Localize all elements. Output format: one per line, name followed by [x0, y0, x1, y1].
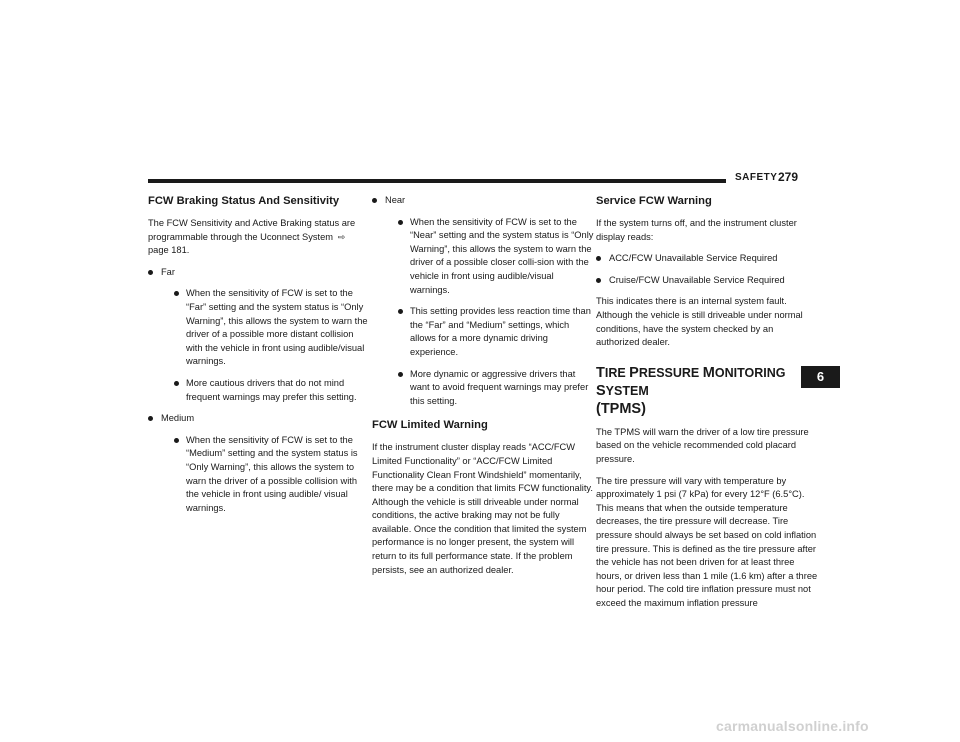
watermark: carmanualsonline.info: [716, 718, 869, 734]
list-item-medium: [148, 412, 370, 515]
sensitivity-list: [148, 266, 370, 516]
fcw-limited-text: If the instrument cluster display reads “ACC/FCW Limited Functionality” or “ACC/FCW Limited Functionality Clean Front Windshield” momentarily, there may be a condition that limits FCW functionality. Although the vehicle is still driveable under normal conditions, the active braking may not be fully available. Once the condition that limited the system performance is no longer present, the system will return to its full performance state. If the problem persists, see an authorized dealer.: [372, 442, 593, 575]
sublist-far: [161, 287, 370, 404]
intro-text: The FCW Sensitivity and Active Braking status are programmable through the Uconnect System: [148, 218, 356, 242]
page-number: 279: [778, 170, 799, 184]
page-reference-arrow-icon: ⇨: [337, 231, 346, 242]
header-section-title: SAFETY: [735, 172, 778, 183]
list-item: When the sensitivity of FCW is set to the “Medium” setting and the system status is “Only Warning”, this allows the system to warn the driver of a possible collision with the vehicle in front using audible/ visual warnings.: [174, 434, 370, 516]
list-item: More dynamic or aggressive drivers that want to avoid frequent warnings may prefer this setting.: [398, 368, 594, 409]
sublist-near: [385, 216, 594, 409]
section-heading-service-fcw: Service FCW Warning: [596, 195, 712, 207]
tpms-paragraph-1: The TPMS will warn the driver of a low tire pressure based on the vehicle recommended cold placard pressure.: [596, 426, 809, 464]
fcw-braking-intro: [148, 217, 370, 258]
section-heading-fcw-limited: FCW Limited Warning: [372, 419, 488, 432]
sensitivity-list-continued: [372, 194, 594, 408]
list-item-label: Near: [385, 195, 406, 205]
tpms-paragraph-2: The tire pressure will vary with temperature by approximately 1 psi (7 kPa) for every 12°F (6.5°C). This means that when the outside temperature decreases, the tire pressure will decrease. Tire pressure should always be set based on cold inflation tire pressure. This is defined as the tire pressure after the vehicle has not been driven for at least three hours, or driven less than 1 mile (1.6 km) after a three hour period. The cold tire inflation pressure must not exceed the maximum inflation pressure: [596, 475, 818, 608]
section-heading-fcw-braking: FCW Braking Status And Sensitivity: [148, 195, 340, 207]
column-3: [596, 194, 818, 618]
list-item: More cautious drivers that do not mind frequent warnings may prefer this setting.: [174, 377, 370, 404]
list-item: This setting provides less reaction time than the “Far” and “Medium” settings, which allows for a more dynamic driving experience.: [398, 305, 594, 359]
column-2: [372, 194, 594, 585]
list-item-near: [372, 194, 594, 408]
sublist-medium: [161, 434, 370, 516]
list-item: When the sensitivity of FCW is set to the “Far” setting and the system status is “Only Warning”, this allows the system to warn the driver of a possible more distant collision with the vehicle in front using audible/visual warnings.: [174, 287, 370, 369]
list-item-label: Medium: [161, 413, 195, 424]
service-fcw-intro: If the system turns off, and the instrument cluster display reads:: [596, 218, 797, 242]
list-item: ACC/FCW Unavailable Service Required: [596, 252, 818, 266]
section-heading-tpms: TIRE PRESSURE MONITORING SYSTEM (TPMS): [596, 364, 786, 417]
service-fcw-text: This indicates there is an internal system fault. Although the vehicle is still driveable under normal conditions, have the system checked by an authorized dealer.: [596, 296, 803, 348]
chapter-tab: 6: [801, 366, 840, 388]
list-item: When the sensitivity of FCW is set to the “Near” setting and the system status is “Only Warning”, this allows the system to warn the driver of a possible closer colli-sion with the vehicle in front using audible/visual warnings.: [398, 216, 594, 298]
service-message-list: [596, 252, 818, 287]
list-item-far: [148, 266, 370, 404]
header-rule: [148, 179, 726, 183]
page-reference-link[interactable]: page 181.: [148, 245, 190, 256]
list-item-label: Far: [161, 266, 175, 277]
list-item: Cruise/FCW Unavailable Service Required: [596, 274, 818, 288]
column-1: [148, 194, 370, 523]
